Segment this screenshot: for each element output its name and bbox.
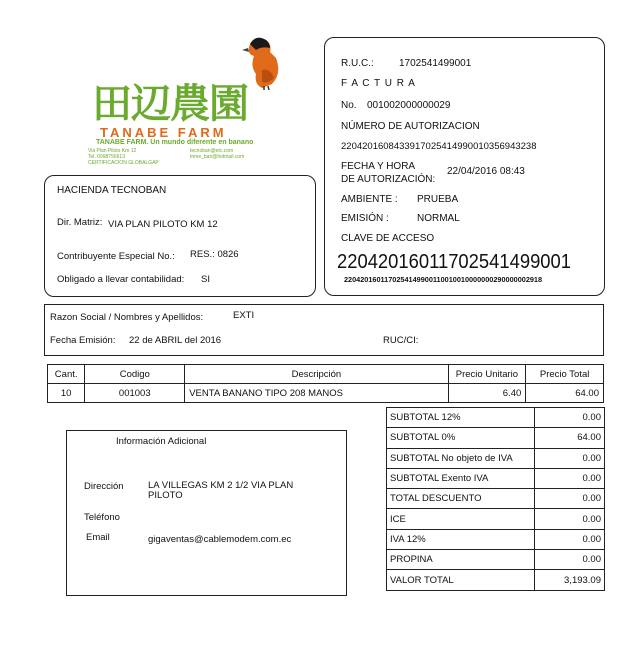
total-value: 0.00: [535, 550, 605, 570]
auth-number-label: NÚMERO DE AUTORIZACION: [341, 121, 480, 132]
emission-label: EMISIÓN :: [341, 213, 389, 224]
logo-contact-left: [88, 148, 159, 166]
phone-label: Teléfono: [84, 512, 120, 523]
cell-code: 001003: [85, 384, 185, 403]
additional-info-title: Información Adicional: [116, 436, 207, 447]
auth-date-value: 22/04/2016 08:43: [447, 166, 525, 177]
environment-label: AMBIENTE :: [341, 194, 398, 205]
contact-line: Via Plan Piloto Km 12: [88, 148, 137, 154]
table-row: [387, 570, 605, 590]
grand-total-value: 3,193.09: [535, 570, 605, 590]
col-description: Descripción: [185, 365, 448, 384]
total-label: SUBTOTAL 12%: [387, 408, 535, 428]
total-label: ICE: [387, 509, 535, 529]
total-value: 0.00: [535, 468, 605, 488]
total-value: 0.00: [535, 509, 605, 529]
contact-line: tecnoban@etc.com: [190, 148, 234, 154]
email-value: gigaventas@cablemodem.com.ec: [148, 534, 292, 545]
items-table: [47, 364, 604, 403]
access-key-label: CLAVE DE ACCESO: [341, 233, 435, 244]
email-label: Email: [86, 532, 110, 543]
col-quantity: Cant.: [48, 365, 85, 384]
cell-total-price: 64.00: [526, 384, 604, 403]
emission-value: NORMAL: [417, 213, 460, 224]
logo-tagline: TANABE FARM. Un mundo diferente en banano: [96, 139, 254, 146]
auth-number: 2204201608433917025414990010356943238: [341, 141, 537, 152]
address-line: LA VILLEGAS KM 2 1/2 VIA PLAN: [148, 480, 294, 491]
logo-brand: TANABE FARM: [100, 125, 227, 140]
contact-line: Tel. 0998756613: [88, 154, 125, 160]
auth-date-label-2: DE AUTORIZACIÓN:: [341, 174, 436, 185]
address-value: [148, 481, 293, 500]
special-taxpayer-value: RES.: 0826: [190, 249, 239, 260]
accounting-label: Obligado a llevar contabilidad:: [57, 274, 185, 285]
table-row: [48, 384, 604, 403]
total-label: SUBTOTAL No objeto de IVA: [387, 448, 535, 468]
contact-line: tnme_ban@hotmail.com: [190, 154, 245, 160]
total-label: TOTAL DESCUENTO: [387, 489, 535, 509]
logo-chinese-text: [92, 72, 292, 129]
issuer-address: VIA PLAN PILOTO KM 12: [108, 219, 218, 230]
address-label: Dirección: [84, 481, 124, 492]
invoice-number-label: No.: [341, 100, 357, 111]
issue-date: 22 de ABRIL del 2016: [129, 335, 222, 346]
ruc-value: 1702541499001: [399, 58, 472, 69]
company-logo: [88, 32, 288, 172]
accounting-value: SI: [201, 274, 210, 285]
cell-unit-price: 6.40: [448, 384, 526, 403]
issuer-address-label: Dir. Matriz:: [57, 217, 103, 228]
logo-chars: 田辺農園: [92, 81, 248, 127]
table-row: [387, 408, 605, 428]
col-total-price: Precio Total: [526, 365, 604, 384]
total-value: 0.00: [535, 408, 605, 428]
total-label: SUBTOTAL Exento IVA: [387, 468, 535, 488]
environment-value: PRUEBA: [417, 194, 459, 205]
document-type: F A C T U R A: [341, 78, 416, 89]
contact-line: CERTIFICACION GLOBALGAP: [88, 160, 159, 166]
table-row: [387, 468, 605, 488]
table-row: [387, 509, 605, 529]
grand-total-label: VALOR TOTAL: [387, 570, 535, 590]
issue-date-label: Fecha Emisión:: [50, 335, 116, 346]
access-key-large: 22042016011702541499001: [337, 251, 572, 273]
total-value: 0.00: [535, 448, 605, 468]
total-label: SUBTOTAL 0%: [387, 428, 535, 448]
access-key-full: 2204201601170254149900110010010000000290000002918: [344, 275, 543, 284]
total-label: PROPINA: [387, 550, 535, 570]
table-row: [387, 550, 605, 570]
totals-table: [386, 407, 605, 591]
customer-id-label: RUC/CI:: [383, 335, 419, 346]
col-code: Codigo: [85, 365, 185, 384]
address-line: PILOTO: [148, 489, 183, 501]
col-unit-price: Precio Unitario: [448, 365, 526, 384]
table-row: [387, 529, 605, 549]
ruc-label: R.U.C.:: [341, 58, 374, 69]
customer-name: EXTI: [233, 310, 255, 321]
total-value: 0.00: [535, 529, 605, 549]
items-table-header: [48, 365, 604, 384]
cell-description: VENTA BANANO TIPO 208 MANOS: [185, 384, 448, 403]
table-row: [387, 428, 605, 448]
customer-name-label: Razon Social / Nombres y Apellidos:: [50, 312, 204, 323]
special-taxpayer-label: Contribuyente Especial No.:: [57, 251, 175, 262]
cell-quantity: 10: [48, 384, 85, 403]
auth-date-label-1: FECHA Y HORA: [341, 161, 416, 172]
total-label: IVA 12%: [387, 529, 535, 549]
table-row: [387, 448, 605, 468]
logo-contact-right: [190, 148, 244, 160]
total-value: 0.00: [535, 489, 605, 509]
total-value: 64.00: [535, 428, 605, 448]
invoice-number: 001002000000029: [367, 100, 451, 111]
table-row: [387, 489, 605, 509]
issuer-name: HACIENDA TECNOBAN: [57, 185, 167, 196]
